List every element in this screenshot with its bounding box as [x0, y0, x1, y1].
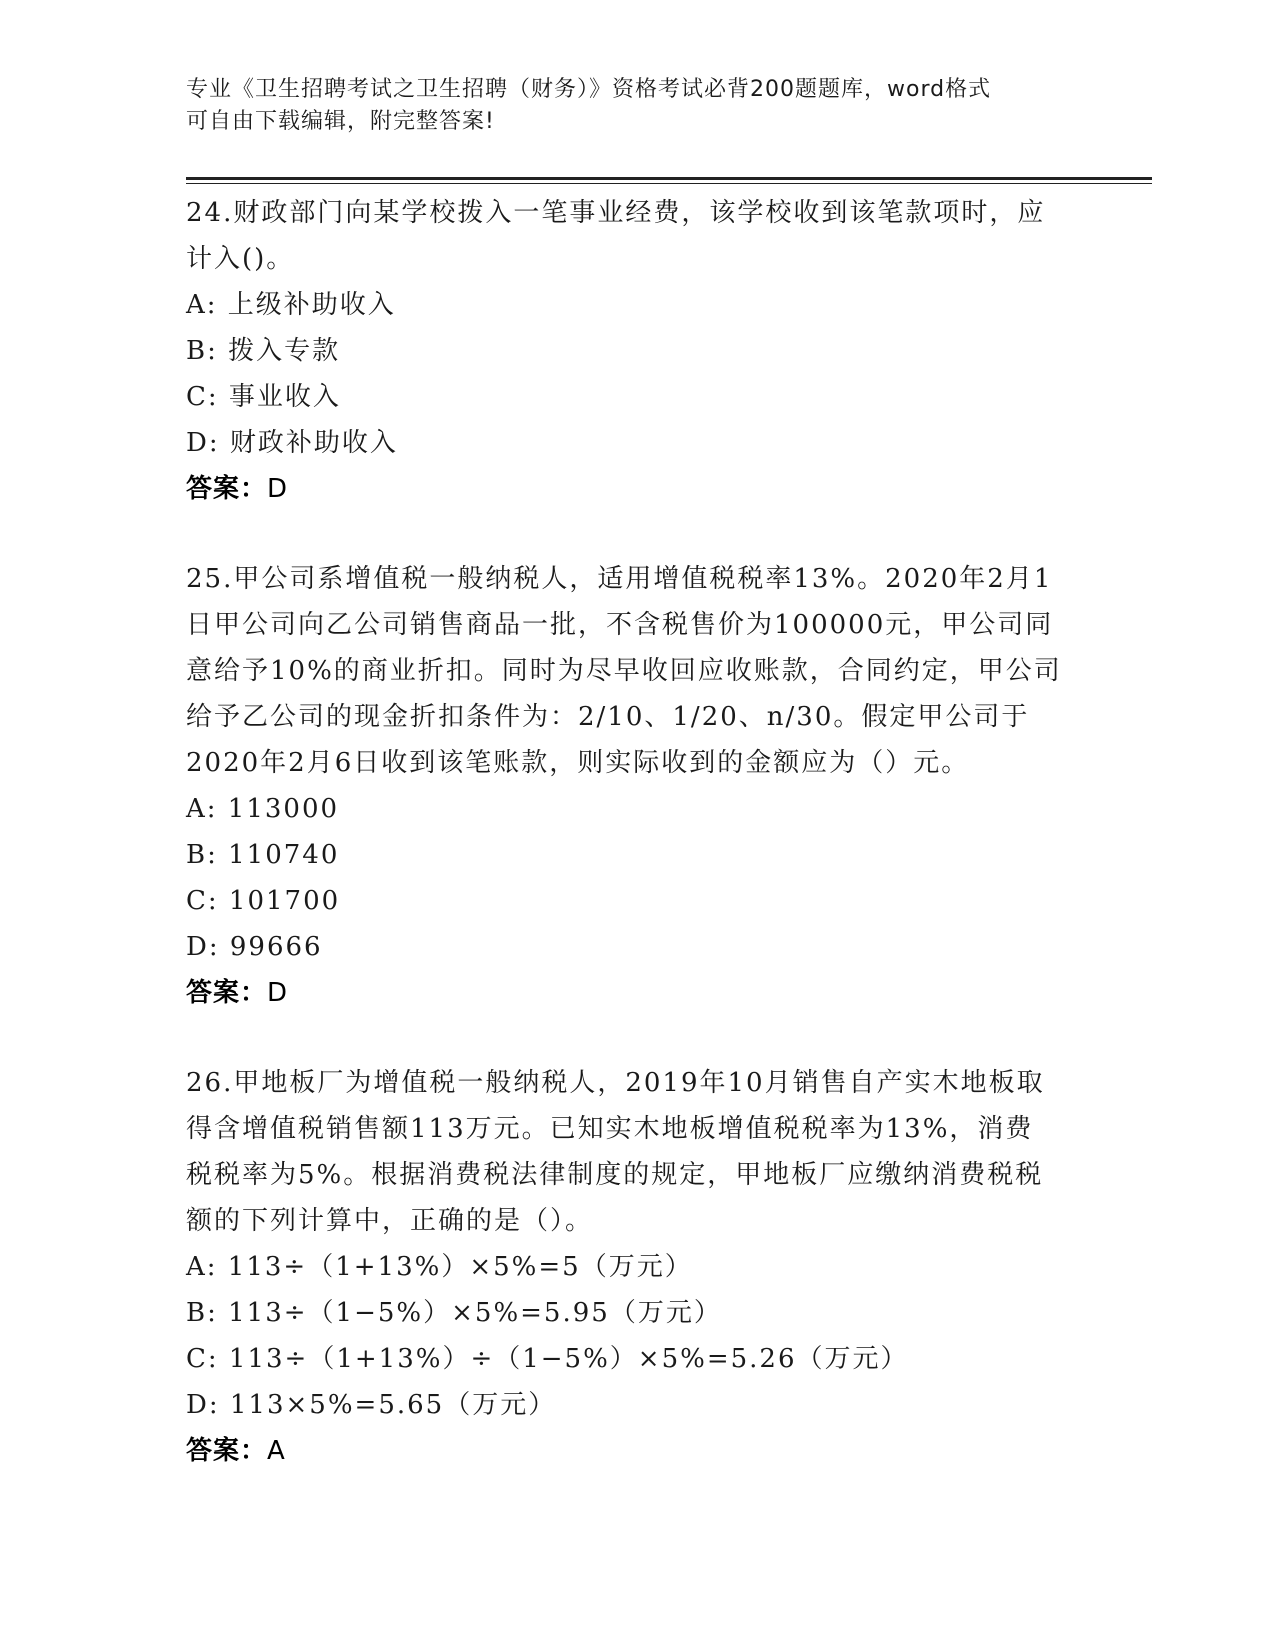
option-c: C: 113÷（1+13%）÷（1−5%）×5%=5.26（万元） — [186, 1344, 909, 1374]
header-line-1: 专业《卫生招聘考试之卫生招聘（财务）》资格考试必背200题题库，word格式 — [186, 77, 992, 102]
option-a: A: 113000 — [186, 794, 340, 824]
option-d: D: 99666 — [186, 932, 323, 962]
question-list — [186, 190, 1086, 1518]
answer-value: A — [267, 1436, 286, 1466]
question-stem-line: 2020年2月6日收到该笔账款，则实际收到的金额应为（）元。 — [186, 748, 970, 778]
option-c: C: 101700 — [186, 886, 341, 916]
question-stem-line: 24.财政部门向某学校拨入一笔事业经费，该学校收到该笔款项时，应 — [186, 198, 1046, 228]
answer-label: 答案： — [186, 1436, 268, 1466]
option-a: A: 上级补助收入 — [186, 290, 396, 320]
header-line-2: 可自由下载编辑，附完整答案! — [186, 109, 495, 134]
question-25 — [186, 556, 1086, 1016]
answer-value: D — [267, 978, 289, 1008]
answer-line — [186, 1428, 1086, 1474]
answer-label: 答案： — [186, 978, 268, 1008]
option-c: C: 事业收入 — [186, 382, 341, 412]
question-24 — [186, 190, 1086, 512]
answer-value: D — [267, 474, 289, 504]
question-stem-line: 日甲公司向乙公司销售商品一批，不含税售价为100000元，甲公司同 — [186, 610, 1054, 640]
question-stem-line: 给予乙公司的现金折扣条件为：2/10、1/20、n/30。假定甲公司于 — [186, 702, 1030, 732]
document-header — [186, 74, 1066, 138]
question-stem-line: 额的下列计算中，正确的是（）。 — [186, 1206, 594, 1236]
question-26 — [186, 1060, 1086, 1474]
option-b: B: 110740 — [186, 840, 340, 870]
question-stem-line: 26.甲地板厂为增值税一般纳税人，2019年10月销售自产实木地板取 — [186, 1068, 1045, 1098]
question-stem-line: 得含增值税销售额113万元。已知实木地板增值税税率为13%，消费 — [186, 1114, 1034, 1144]
option-a: A: 113÷（1+13%）×5%=5（万元） — [186, 1252, 693, 1282]
question-stem-line: 税税率为5%。根据消费税法律制度的规定，甲地板厂应缴纳消费税税 — [186, 1160, 1044, 1190]
option-b: B: 拨入专款 — [186, 336, 341, 366]
option-d: D: 财政补助收入 — [186, 428, 398, 458]
question-stem-line: 25.甲公司系增值税一般纳税人，适用增值税税率13%。2020年2月1 — [186, 564, 1053, 594]
option-d: D: 113×5%=5.65（万元） — [186, 1390, 557, 1420]
answer-line — [186, 466, 1086, 512]
question-stem-line: 计入()。 — [186, 244, 295, 274]
option-b: B: 113÷（1−5%）×5%=5.95（万元） — [186, 1298, 722, 1328]
header-rule-thick — [186, 177, 1152, 180]
question-stem-line: 意给予10%的商业折扣。同时为尽早收回应收账款，合同约定，甲公司 — [186, 656, 1062, 686]
header-rule-thin — [186, 183, 1152, 184]
answer-line — [186, 970, 1086, 1016]
answer-label: 答案： — [186, 474, 268, 504]
